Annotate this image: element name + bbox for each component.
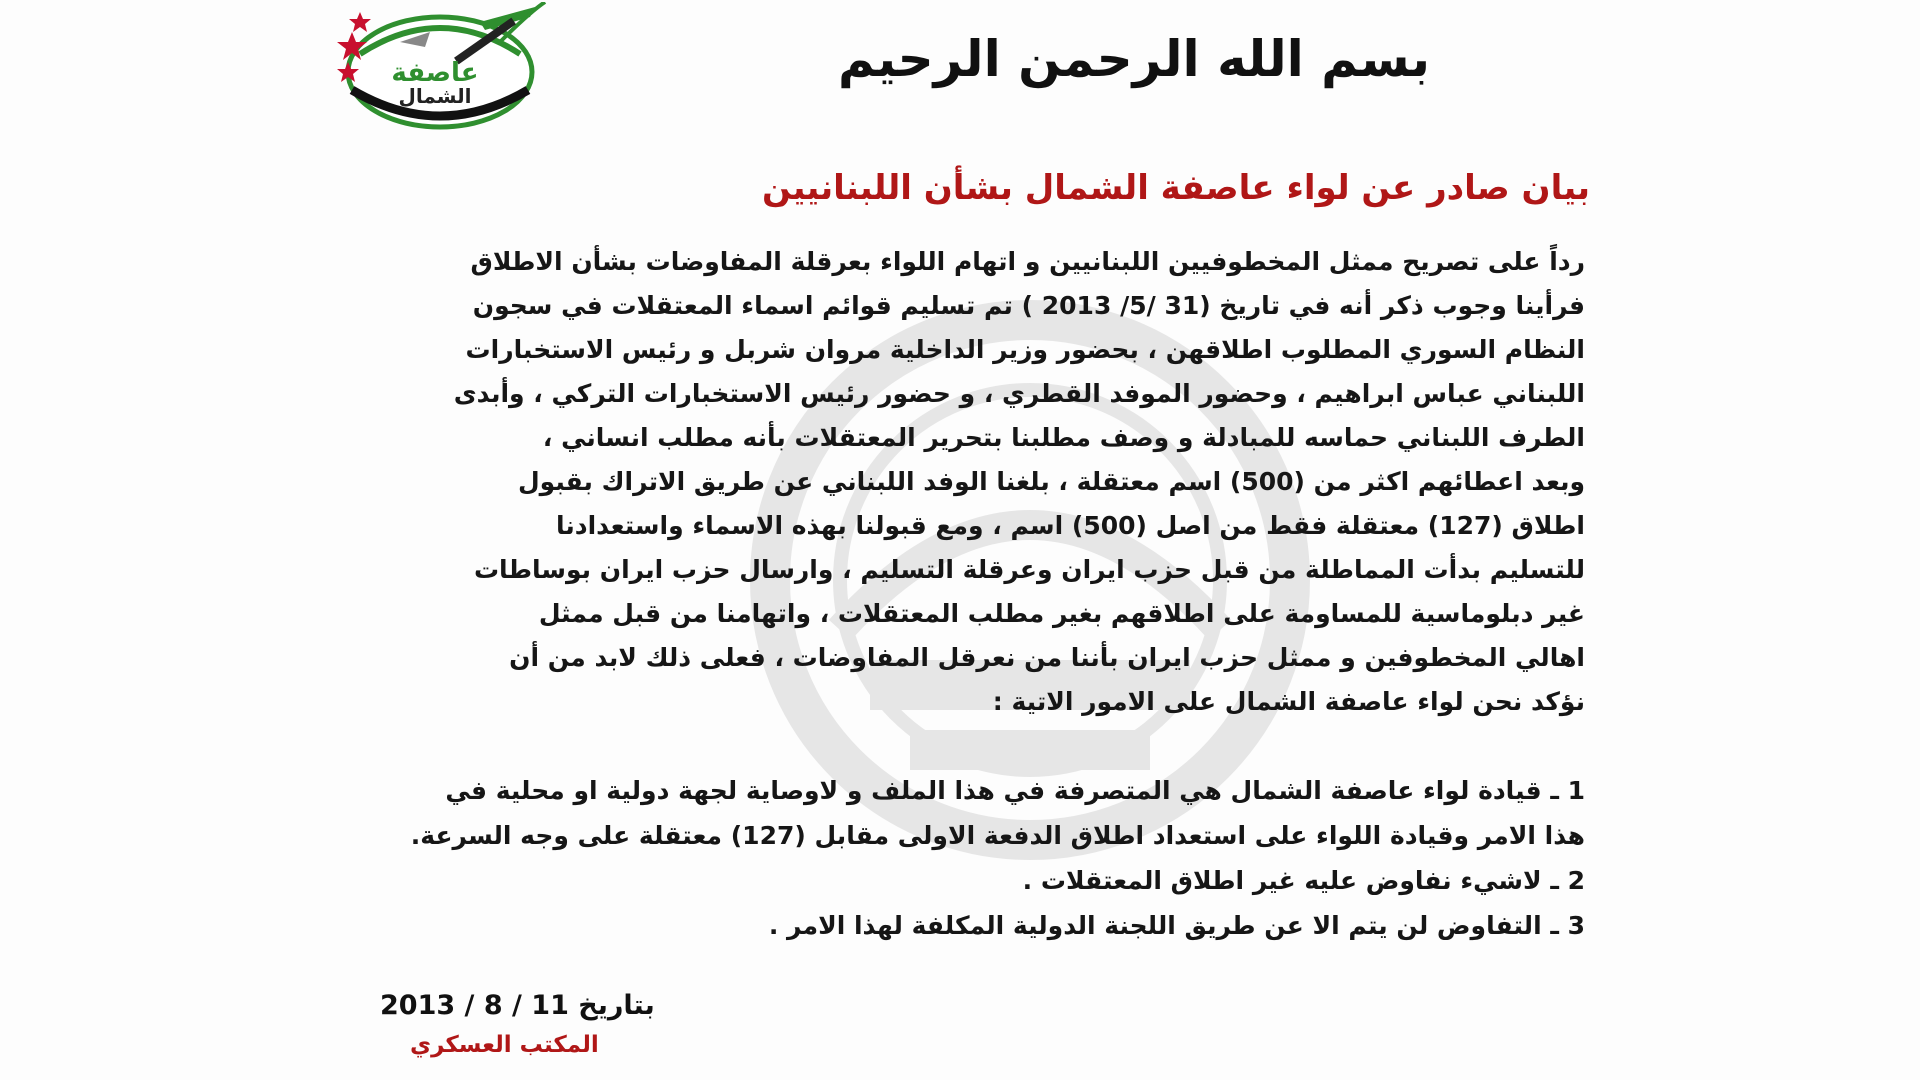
logo-name-line1: عاصفة: [391, 58, 479, 88]
statement-title: بيان صادر عن لواء عاصفة الشمال بشأن اللبنانيين: [762, 168, 1590, 208]
statement-points: [235, 768, 1585, 948]
point-line: 3 ـ التفاوض لن يتم الا عن طريق اللجنة الدولية المكلفة لهذا الامر .: [768, 911, 1585, 940]
signature-office: المكتب العسكري: [410, 1032, 599, 1058]
body-line: رداً على تصريح ممثل المخطوفيين اللبنانيين و اتهام اللواء بعرقلة المفاوضات بشأن الاطلاق: [470, 247, 1585, 276]
bismillah-heading: بسم الله الرحمن الرحيم: [838, 30, 1430, 88]
logo-name-line2: الشمال: [398, 84, 472, 108]
body-line: غير دبلوماسية للمساومة على اطلاقهم بغير مطلب المعتقلات ، واتهامنا من قبل ممثل: [538, 599, 1585, 628]
point-line: 1 ـ قيادة لواء عاصفة الشمال هي المتصرفة في هذا الملف و لاوصاية لجهة دولية او محلية في: [445, 776, 1585, 805]
body-line: اهالي المخطوفين و ممثل حزب ايران بأننا من نعرقل المفاوضات ، فعلى ذلك لابد من أن: [509, 643, 1585, 672]
point-line: 2 ـ لاشيء نفاوض عليه غير اطلاق المعتقلات .: [1022, 866, 1585, 895]
body-line: نؤكد نحن لواء عاصفة الشمال على الامور الاتية :: [992, 687, 1585, 716]
body-line: اطلاق (127) معتقلة فقط من اصل (500) اسم ، ومع قبولنا بهذه الاسماء واستعدادنا: [556, 511, 1585, 540]
statement-body: [235, 240, 1585, 724]
body-line: اللبناني عباس ابراهيم ، وحضور الموفد القطري ، و حضور رئيس الاستخبارات التركي ، وأبدى: [453, 379, 1585, 408]
body-line: النظام السوري المطلوب اطلاقهن ، بحضور وزير الداخلية مروان شربل و رئيس الاستخبارات: [465, 335, 1585, 364]
logo-wordmark: [360, 60, 510, 106]
body-line: للتسليم بدأت المماطلة من قبل حزب ايران وعرقلة التسليم ، وارسال حزب ايران بوساطات: [473, 555, 1585, 584]
body-line: وبعد اعطائهم اكثر من (500) اسم معتقلة ، بلغنا الوفد اللبناني عن طريق الاتراك بقبول: [517, 467, 1585, 496]
signature-date: بتاريخ 11 / 8 / 2013: [380, 990, 655, 1021]
body-line: فرأينا وجوب ذكر أنه في تاريخ (31 /5/ 2013 ) تم تسليم قوائم اسماء المعتقلات في سجون: [472, 291, 1585, 320]
point-line: هذا الامر وقيادة اللواء على استعداد اطلاق الدفعة الاولى مقابل (127) معتقلة على وجه السرعة.: [410, 821, 1585, 850]
body-line: الطرف اللبناني حماسه للمبادلة و وصف مطلبنا بتحرير المعتقلات بأنه مطلب انساني ،: [542, 423, 1585, 452]
